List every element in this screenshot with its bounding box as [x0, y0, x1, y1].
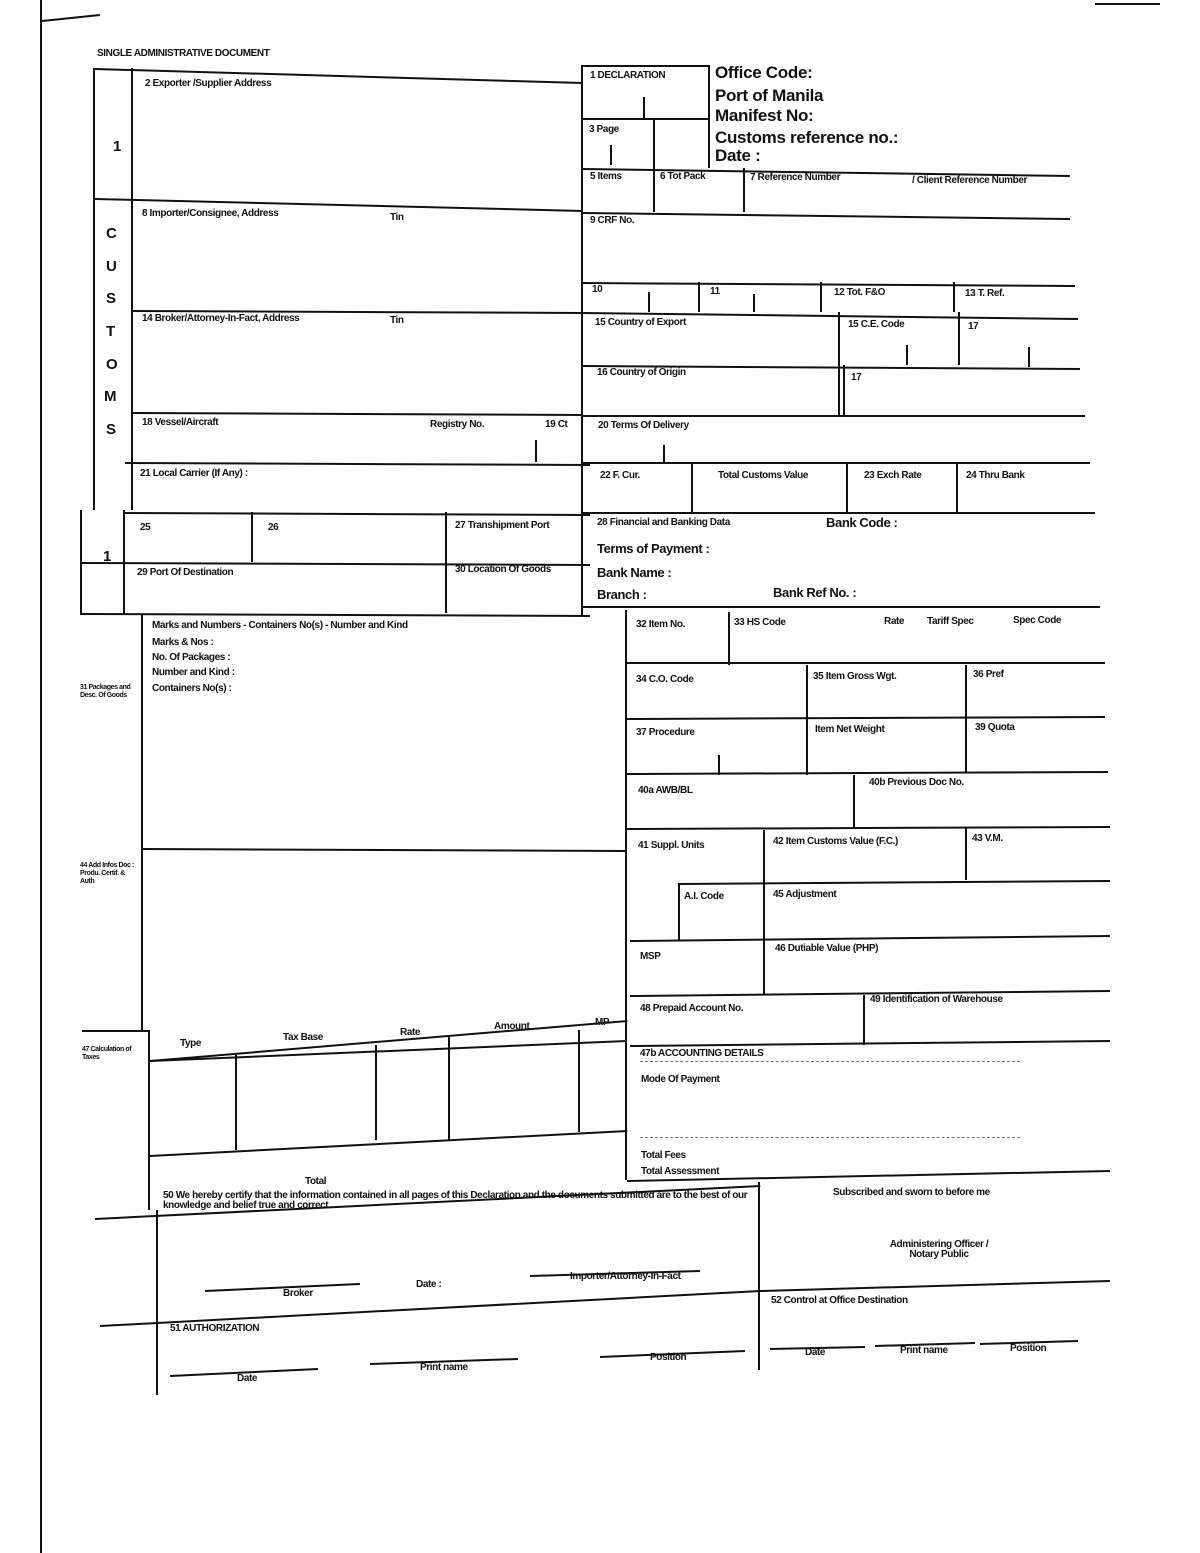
box-7-label: 7 Reference Number: [750, 172, 841, 183]
box-35-label: 35 Item Gross Wgt.: [813, 671, 897, 682]
box-2-label: 2 Exporter /Supplier Address: [145, 78, 272, 89]
grid-line: [583, 212, 1070, 220]
grid-line: [965, 665, 967, 773]
box-49-label: 49 Identification of Warehouse: [870, 994, 1003, 1005]
grid-line: [753, 294, 755, 312]
grid-line: [1095, 3, 1160, 5]
dashed-line: [640, 1061, 1020, 1062]
grid-line: [143, 848, 627, 852]
msp-label: MSP: [640, 951, 661, 962]
box-33-label: 33 HS Code: [734, 617, 786, 628]
box-46-label: 46 Dutiable Value (PHP): [775, 943, 879, 954]
grid-line: [125, 512, 590, 516]
box-5-label: 5 Items: [590, 171, 622, 182]
box-45-label: 45 Adjustment: [773, 889, 837, 900]
grid-line: [150, 1130, 627, 1157]
box-11-label: 11: [710, 286, 720, 297]
grid-line: [843, 365, 845, 415]
grid-line: [583, 415, 1085, 417]
grid-line: [100, 1290, 760, 1327]
customs-letter: S: [106, 421, 117, 438]
grid-line: [965, 828, 967, 880]
grid-line: [627, 662, 1105, 664]
grid-line: [648, 292, 650, 312]
grid-line: [42, 14, 100, 22]
grid-line: [1028, 347, 1030, 367]
total-customs-value-label: Total Customs Value: [718, 470, 809, 481]
officer-label: Administering Officer / Notary Public: [889, 1239, 989, 1260]
box-37-label: 37 Procedure: [636, 727, 695, 738]
box-15-label: 15 Country of Export: [595, 317, 686, 328]
grid-line: [630, 1040, 1110, 1047]
grid-line: [853, 775, 855, 828]
declaration-date-label: Date :: [416, 1279, 442, 1290]
grid-line: [578, 1030, 580, 1132]
box-24-label: 24 Thru Bank: [966, 470, 1025, 481]
box-18-label: 18 Vessel/Aircraft: [142, 417, 219, 428]
grid-line: [863, 995, 865, 1045]
customs-letter: O: [106, 356, 118, 373]
box-36-label: 36 Pref: [973, 669, 1004, 680]
grid-line: [627, 716, 1105, 720]
subscribed-label: Subscribed and sworn to before me: [833, 1187, 990, 1198]
box-12-label: 12 Tot. F&O: [834, 287, 885, 298]
terms-of-payment-label: Terms of Payment :: [597, 541, 710, 556]
grid-line: [625, 610, 627, 1180]
bank-ref-label: Bank Ref No. :: [773, 585, 857, 600]
containers-label: Containers No(s) :: [152, 683, 232, 694]
dashed-line: [640, 1137, 1020, 1138]
number-kind-label: Number and Kind :: [152, 667, 235, 678]
grid-line: [93, 68, 95, 510]
box-30-label: 30 Location Of Goods: [455, 564, 551, 575]
total-fees-label: Total Fees: [641, 1150, 686, 1161]
tax-header-rate: Rate: [400, 1027, 421, 1038]
grid-line: [156, 1210, 158, 1395]
bank-name-label: Bank Name :: [597, 565, 672, 580]
box-21-label: 21 Local Carrier (If Any) :: [140, 468, 248, 479]
bank-code-label: Bank Code :: [826, 515, 898, 530]
manifest-no: Manifest No:: [715, 106, 814, 125]
grid-line: [763, 830, 765, 995]
grid-line: [846, 462, 848, 512]
tax-header-type: Type: [180, 1038, 201, 1049]
box-19-label: 19 Ct: [545, 419, 568, 430]
grid-line: [760, 1280, 1110, 1292]
grid-line: [758, 1182, 760, 1370]
marks-label: Marks & Nos :: [152, 637, 214, 648]
box-10-label: 10: [592, 284, 603, 295]
rate-label: Rate: [884, 616, 905, 627]
form-title: SINGLE ADMINISTRATIVE DOCUMENT: [97, 48, 270, 59]
spec-code-label: Spec Code: [1013, 615, 1062, 626]
control-position-label: Position: [1010, 1343, 1047, 1354]
grid-line: [627, 826, 1110, 830]
control-print-name-label: Print name: [900, 1345, 948, 1356]
grid-line: [953, 282, 955, 312]
office-code: Office Code:: [715, 63, 813, 82]
grid-line: [653, 118, 655, 212]
grid-line: [150, 1020, 627, 1062]
grid-line: [708, 65, 710, 168]
grid-line: [583, 282, 1075, 287]
customs-letter: C: [106, 225, 117, 242]
box-17b-label: 17: [851, 372, 862, 383]
grid-line: [627, 771, 1108, 775]
box-9-label: 9 CRF No.: [590, 215, 635, 226]
grid-line: [806, 665, 808, 775]
grid-line: [148, 1030, 150, 1210]
box-14-label: 14 Broker/Attorney-In-Fact, Address: [142, 313, 300, 324]
box-6-label: 6 Tot Pack: [660, 171, 706, 182]
copy-number-top: 1: [113, 138, 122, 155]
grid-line: [235, 1055, 237, 1150]
grid-line: [583, 512, 1095, 514]
grid-line: [820, 282, 822, 312]
customs-letter: S: [106, 290, 117, 307]
client-reference-label: / Client Reference Number: [912, 175, 1028, 186]
box-40a-label: 40a AWB/BL: [638, 785, 693, 796]
box-28-label: 28 Financial and Banking Data: [597, 517, 730, 528]
packages-label: No. Of Packages :: [152, 652, 231, 663]
grid-line: [743, 168, 745, 212]
net-weight-label: Item Net Weight: [815, 724, 885, 735]
box-20-label: 20 Terms Of Delivery: [598, 420, 689, 431]
grid-line: [610, 145, 612, 165]
grid-line: [678, 883, 680, 940]
grid-line: [82, 613, 590, 617]
box-52-label: 52 Control at Office Destination: [771, 1295, 908, 1306]
box-42-label: 42 Item Customs Value (F.C.): [773, 836, 898, 847]
grid-line: [141, 615, 143, 1030]
grid-line: [581, 65, 583, 615]
grid-line: [375, 1045, 377, 1140]
grid-line: [150, 1040, 627, 1062]
header-date: Date :: [715, 146, 761, 165]
box-27-label: 27 Transhipment Port: [455, 520, 550, 531]
grid-line: [448, 1035, 450, 1140]
grid-line: [131, 68, 133, 510]
box-23-label: 23 Exch Rate: [864, 470, 922, 481]
box-43-label: 43 V.M.: [972, 833, 1003, 844]
box-1-label: 1 DECLARATION: [590, 70, 666, 81]
grid-line: [583, 118, 710, 120]
box-8-label: 8 Importer/Consignee, Address: [142, 208, 279, 219]
box-51-label: 51 AUTHORIZATION: [170, 1323, 260, 1334]
auth-print-name-label: Print name: [420, 1362, 468, 1373]
importer-signature-label: Importer/Attorney-In-Fact: [570, 1271, 681, 1282]
tariff-spec-label: Tariff Spec: [927, 616, 974, 627]
box-16-label: 16 Country of Origin: [597, 367, 686, 378]
box-29-label: 29 Port Of Destination: [137, 567, 234, 578]
port: Port of Manila: [715, 86, 824, 105]
box-25-label: 25: [140, 522, 151, 533]
customs-letter: M: [104, 388, 117, 405]
box-13-label: 13 T. Ref.: [965, 288, 1005, 299]
grid-line: [40, 0, 42, 1553]
total-assessment-label: Total Assessment: [641, 1166, 720, 1177]
customs-letter: T: [106, 323, 116, 340]
branch-label: Branch :: [597, 587, 647, 602]
control-date-label: Date: [805, 1347, 826, 1358]
box-34-label: 34 C.O. Code: [636, 674, 694, 685]
grid-line: [125, 462, 590, 466]
grid-line: [535, 440, 537, 462]
tax-header-base: Tax Base: [283, 1032, 323, 1043]
grid-line: [583, 65, 710, 67]
grid-line: [956, 462, 958, 512]
box-32-label: 32 Item No.: [636, 619, 685, 630]
tax-header-mp: MP: [595, 1017, 610, 1028]
grid-line: [906, 345, 908, 365]
grid-line: [133, 412, 583, 416]
grid-line: [82, 1030, 150, 1032]
box-50-declaration: 50 We hereby certify that the information contained in all pages of this Declaration and the documents submitted are to the best of our knowledge and belief true and correct.: [163, 1190, 748, 1211]
grid-line: [680, 880, 1110, 885]
ai-code-label: A.I. Code: [684, 891, 724, 902]
box-26-label: 26: [268, 522, 279, 533]
box-15-ce-code-label: 15 C.E. Code: [848, 319, 905, 330]
grid-line: [663, 445, 665, 462]
add-info-side-label: 44 Add Infos Doc : Produ. Certif. & Auth: [80, 862, 134, 885]
grid-line: [583, 462, 1090, 464]
box-48-label: 48 Prepaid Account No.: [640, 1003, 744, 1014]
grid-line: [630, 935, 1110, 942]
customs-reference: Customs reference no.:: [715, 128, 899, 147]
marks-header: Marks and Numbers - Containers No(s) - Number and Kind: [152, 620, 408, 631]
auth-date-label: Date: [237, 1373, 258, 1384]
box-41-label: 41 Suppl. Units: [638, 840, 705, 851]
tin-label: Tin: [390, 315, 404, 326]
box-47b-label: 47b ACCOUNTING DETAILS: [640, 1048, 764, 1059]
grid-line: [958, 312, 960, 365]
broker-signature-label: Broker: [283, 1288, 313, 1299]
copy-number-bottom: 1: [103, 548, 112, 565]
grid-line: [583, 606, 1100, 608]
tax-total-label: Total: [305, 1176, 327, 1187]
box-40b-label: 40b Previous Doc No.: [869, 777, 964, 788]
box-3-label: 3 Page: [589, 124, 619, 135]
tin-label: Tin: [390, 212, 404, 223]
box-39-label: 39 Quota: [975, 722, 1015, 733]
grid-line: [838, 312, 840, 415]
grid-line: [728, 612, 730, 665]
calc-taxes-side-label: 47 Calculation of Taxes: [82, 1046, 132, 1061]
auth-position-label: Position: [650, 1352, 687, 1363]
customs-letter: U: [106, 258, 117, 275]
packages-side-label: 31 Packages and Desc. Of Goods: [80, 684, 131, 699]
grid-line: [698, 282, 700, 312]
grid-line: [643, 97, 645, 118]
tax-header-amount: Amount: [494, 1021, 530, 1032]
grid-line: [691, 462, 693, 512]
mode-of-payment-label: Mode Of Payment: [641, 1074, 720, 1085]
grid-line: [251, 512, 253, 562]
box-22-label: 22 F. Cur.: [600, 470, 640, 481]
box-17a-label: 17: [968, 321, 979, 332]
registry-no-label: Registry No.: [430, 419, 485, 430]
grid-line: [445, 512, 447, 613]
